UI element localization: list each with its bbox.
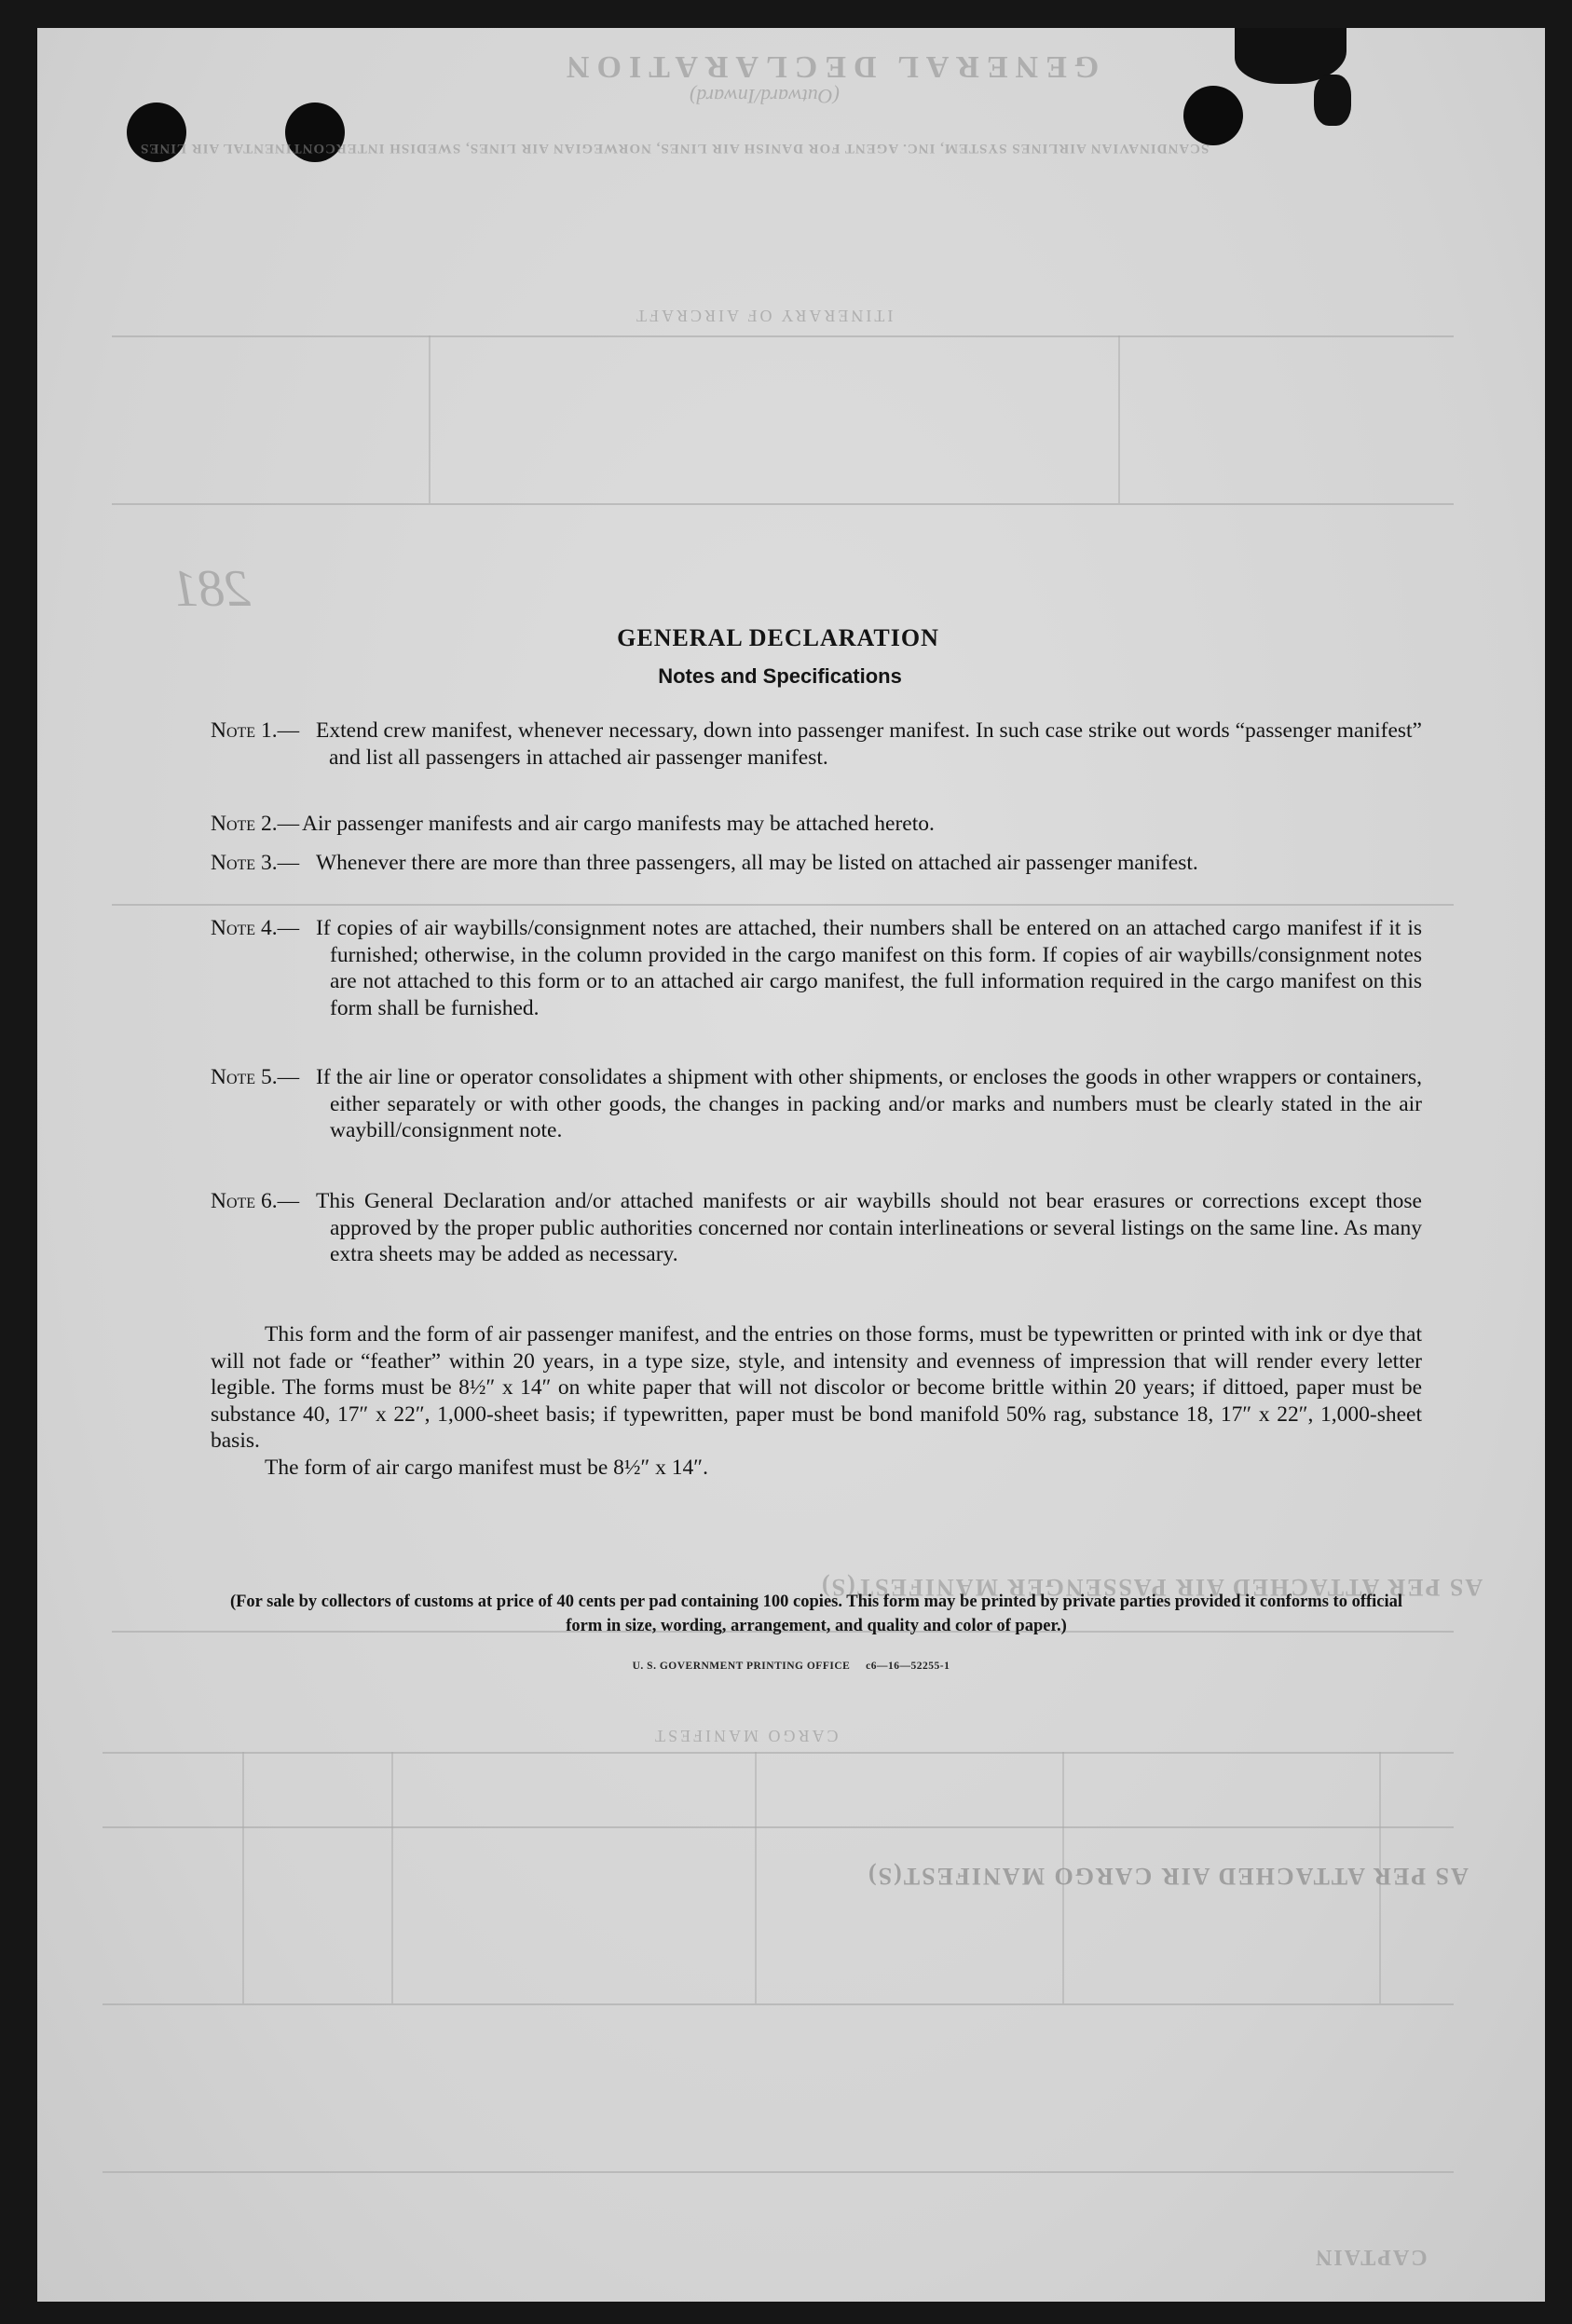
note-1 xyxy=(211,718,1422,771)
note-5 xyxy=(211,1064,1422,1144)
bleed-cargo-manifest-heading: CARGO MANIFEST xyxy=(652,1727,839,1745)
bleed-header-sub: (Outward/Inward) xyxy=(690,85,840,108)
bleed-cargo-manifest: AS PER ATTACHED AIR CARGO MANIFEST(S) xyxy=(867,1863,1469,1890)
bleed-itinerary: ITINERARY OF AIRCRAFT xyxy=(634,307,894,325)
sale-note: (For sale by collectors of customs at price of 40 cents per pad containing 100 copies. This form may be printed by private parties provided it conforms to official form in size, wording, arrangement, and quality and color of paper.) xyxy=(229,1593,1403,1635)
note-label: Note 1.— xyxy=(211,718,300,743)
note-label: Note 3.— xyxy=(211,851,300,875)
torn-edge-blot-small xyxy=(1314,75,1351,126)
note-text: If copies of air waybills/consignment notes are attached, their numbers shall be entered on an attached cargo manifest if it is furnished; otherwise, in the column provided in the cargo manifest on this form. If copies of air waybills/consignment notes are not attached to this form or to an attached air cargo manifest, the full information required in the cargo manifest on this form shall be furnished. xyxy=(316,916,1422,1020)
note-3 xyxy=(211,850,1422,877)
bleed-captain: CAPTAIN xyxy=(1314,2245,1428,2269)
note-label: Note 4.— xyxy=(211,916,300,940)
paper-spec-text: This form and the form of air passenger manifest, and the entries on those forms, must be typewritten or printed with ink or dye that will not fade or “feather” within 20 years, in a type size, style, and intensity and evenness of impression that will render every letter legible. The forms must be 8½″ x 14″ on white paper that will not discolor or become brittle within 20 years; if dittoed, paper must be substance 40, 17″ x 22″, 1,000-sheet basis; if typewritten, paper must be bond manifold 50% rag, substance 18, 17″ x 22″, 1,000-sheet basis. xyxy=(211,1322,1422,1453)
note-text: Extend crew manifest, whenever necessary, down into passenger manifest. In such case strike out words “passenger manifest” and list all passengers in attached air passenger manifest. xyxy=(316,718,1422,770)
note-label: Note 6.— xyxy=(211,1189,300,1213)
printing-office-line: U. S. GOVERNMENT PRINTING OFFICE c6—16—52255-1 xyxy=(632,1661,950,1672)
page-title: GENERAL DECLARATION xyxy=(617,624,939,651)
note-label: Note 5.— xyxy=(211,1065,300,1089)
document-page xyxy=(37,28,1545,2302)
note-2 xyxy=(211,811,1422,838)
note-text: Whenever there are more than three passengers, all may be listed on attached air passenger manifest. xyxy=(316,851,1198,875)
note-4 xyxy=(211,915,1422,1021)
note-label: Note 2.— xyxy=(211,812,300,836)
note-6 xyxy=(211,1188,1422,1268)
bleed-header-title: GENERAL DECLARATION xyxy=(559,49,1100,84)
note-text: This General Declaration and/or attached manifests or air waybills should not bear erasures or corrections except those approved by the proper public authorities concerned nor contain interlineations or several listings on the same line. As many extra sheets may be added as necessary. xyxy=(316,1189,1422,1266)
bleed-airline-line: SCANDINAVIAN AIRLINES SYSTEM, INC. AGENT FOR DANISH AIR LINES, NORWEGIAN AIR LINES, SWEDISH INTERCONTINENTAL AIR LINES xyxy=(140,141,1210,156)
bleed-stamp-number: 281 xyxy=(172,560,251,618)
note-text: If the air line or operator consolidates a shipment with other shipments, or encloses the goods in other wrappers or containers, either separately or with other goods, the changes in packing and/or marks and numbers must be clearly stated in the air waybill/consignment note. xyxy=(316,1065,1422,1142)
note-text: Air passenger manifests and air cargo manifests may be attached hereto. xyxy=(302,812,935,836)
punch-hole-right xyxy=(1183,86,1243,145)
specifications-paragraph xyxy=(211,1321,1422,1481)
bleed-passenger-manifest: AS PER ATTACHED AIR PASSENGER MANIFEST(S) xyxy=(820,1574,1483,1601)
page-subtitle: Notes and Specifications xyxy=(658,664,902,688)
cargo-manifest-size-text: The form of air cargo manifest must be 8½″ x 14″. xyxy=(265,1455,708,1480)
